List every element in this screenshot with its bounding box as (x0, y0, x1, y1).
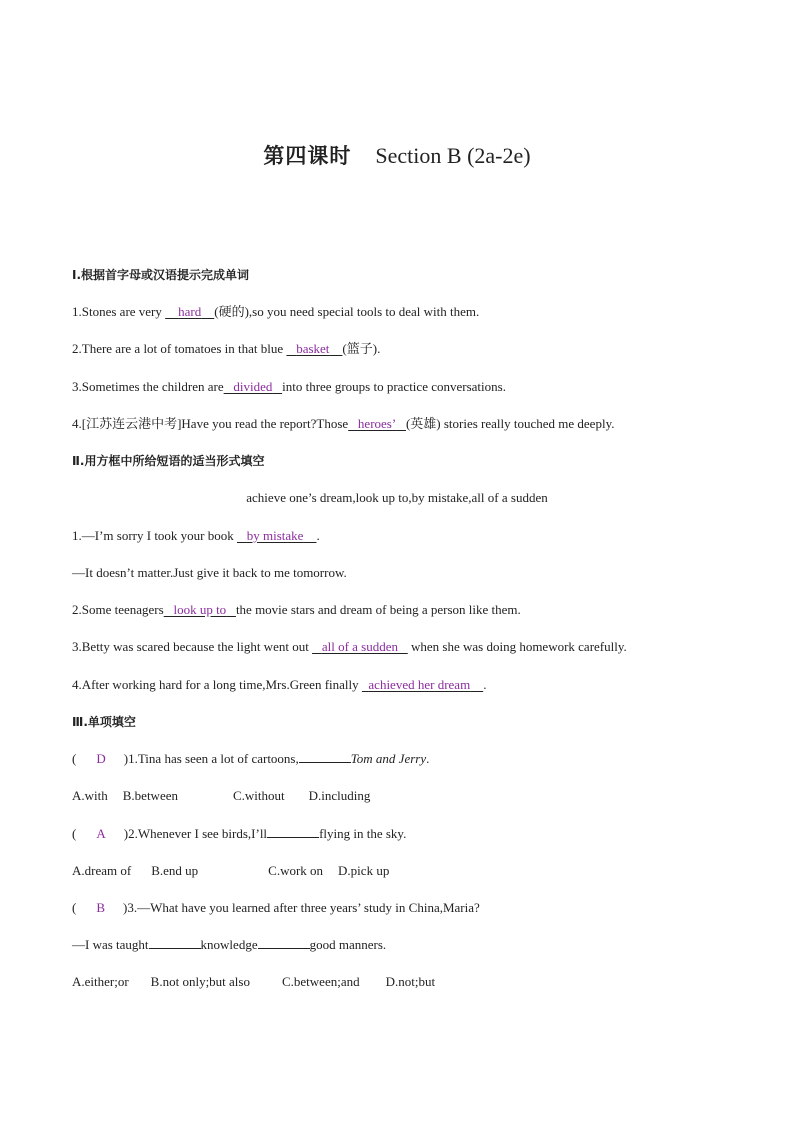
option-c: C.work on (268, 863, 324, 878)
s1-item-1-post: (硬的),so you need special tools to deal with them. (214, 304, 480, 319)
s3-q1-answer: D (96, 751, 106, 766)
option-d: D.not;but (385, 974, 436, 989)
s3-q2-blank (267, 825, 319, 838)
s1-item-4-post: (英雄) stories really touched me deeply. (405, 416, 615, 431)
s3-q1-stem: Tina has seen a lot of cartoons, (137, 751, 299, 766)
s2-item-4 (72, 676, 486, 694)
page-title (0, 140, 794, 170)
s1-item-1-pre: 1.Stones are very (72, 304, 166, 319)
s3-q1-title: Tom and Jerry (350, 751, 427, 766)
s2-item-3-answer: all of a sudden (321, 639, 398, 654)
s2-item-1-pre: 1.—I’m sorry I took your book (72, 528, 238, 543)
s3-q3-blank-1 (149, 936, 201, 949)
option-d: D.including (308, 788, 371, 803)
s3-q3-line2: —I was taught knowledge good manners. (72, 937, 387, 952)
s1-item-3-post: into three groups to practice conversations. (282, 379, 506, 394)
s2-item-4-answer: achieved her dream (368, 677, 471, 692)
s2-item-2-pre: 2.Some teenagers (72, 602, 164, 617)
s2-item-3-post: when she was doing homework carefully. (407, 639, 627, 654)
option-b: B.end up (151, 863, 199, 878)
s3-q2-answer: A (96, 826, 106, 841)
s2-item-3-pre: 3.Betty was scared because the light went out (72, 639, 313, 654)
s2-item-1-answer: by mistake (246, 528, 304, 543)
s2-item-2-post: the movie stars and dream of being a person like them. (235, 602, 521, 617)
s1-item-1 (72, 303, 479, 321)
s3-q2-stem: Whenever I see birds,I’ll (137, 826, 268, 841)
option-c: C.without (232, 788, 285, 803)
s1-item-4 (72, 415, 614, 433)
option-b: B.between (122, 788, 178, 803)
s3-q1-options (72, 787, 370, 805)
section3-heading: Ⅲ.单项填空 (72, 715, 136, 729)
s2-item-1 (72, 527, 320, 545)
s2-item-2-answer: look up to (173, 602, 227, 617)
s1-item-1-answer: hard (178, 304, 202, 319)
s1-item-2-post: (篮子). (342, 341, 381, 356)
s1-item-3-pre: 3.Sometimes the children are (72, 379, 224, 394)
s1-item-2-answer: basket (296, 341, 330, 356)
s3-q3-blank-2 (258, 936, 310, 949)
option-b: B.not only;but also (150, 974, 250, 989)
s3-question-2: ( A )2.Whenever I see birds,I’ll flying in the sky. (72, 826, 407, 841)
s3-q3-answer: B (96, 900, 106, 915)
s3-question-1: ( D )1.Tina has seen a lot of cartoons, Tom and Jerry. (72, 751, 430, 766)
s1-item-3 (72, 378, 506, 396)
option-a: A.with (72, 788, 108, 803)
option-d: D.pick up (338, 863, 390, 878)
s3-q1-blank (299, 750, 351, 763)
option-a: A.dream of (72, 863, 132, 878)
s3-q3-options (72, 973, 435, 991)
option-a: A.either;or (72, 974, 129, 989)
s2-item-4-pre: 4.After working hard for a long time,Mrs.Green finally (72, 677, 362, 692)
s1-item-4-answer: heroes’ (357, 416, 397, 431)
phrase-box: achieve one’s dream,look up to,by mistake,all of a sudden (246, 490, 548, 505)
section1-heading: Ⅰ.根据首字母或汉语提示完成单词 (72, 268, 250, 282)
s1-item-2 (72, 340, 380, 358)
s2-item-1-post: . (316, 528, 320, 543)
s1-item-2-pre: 2.There are a lot of tomatoes in that blue (72, 341, 287, 356)
s2-item-4-post: . (483, 677, 487, 692)
s2-item-3 (72, 638, 627, 656)
title-chinese: 第四课时 (263, 144, 352, 168)
s3-question-3: ( B )3.—What have you learned after three years’ study in China,Maria? (72, 900, 480, 915)
section2-heading: Ⅱ.用方框中所给短语的适当形式填空 (72, 454, 265, 468)
s3-q2-options (72, 862, 389, 880)
s1-item-3-answer: divided (233, 379, 273, 394)
s2-item-1-reply: —It doesn’t matter.Just give it back to me tomorrow. (72, 565, 347, 580)
s2-item-2 (72, 601, 521, 619)
s1-item-4-pre: 4.[江苏连云港中考]Have you read the report?Those (72, 416, 349, 431)
title-english: Section B (2a-2e) (375, 143, 531, 168)
option-c: C.between;and (281, 974, 360, 989)
s3-q3-stem: —What have you learned after three years’ study in China,Maria? (137, 900, 480, 915)
